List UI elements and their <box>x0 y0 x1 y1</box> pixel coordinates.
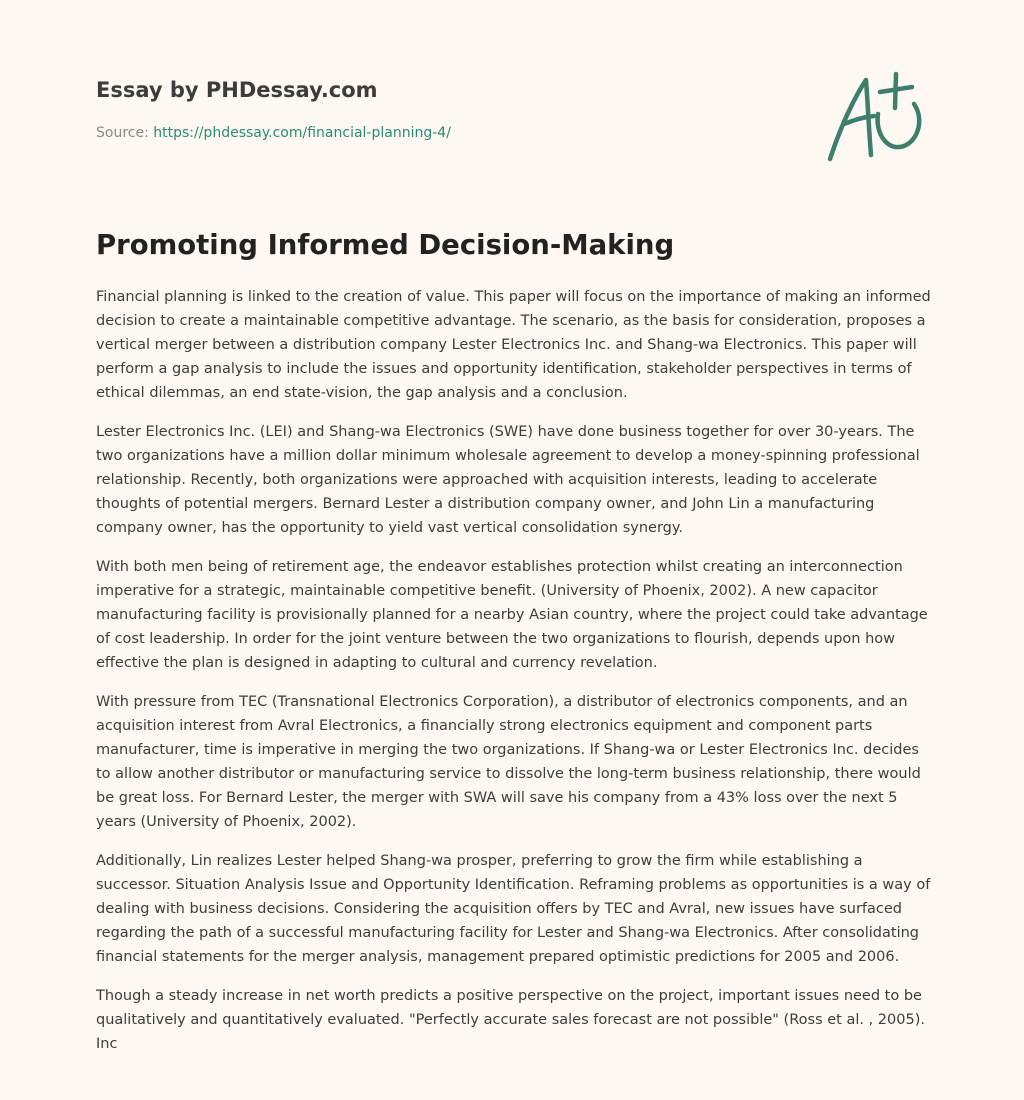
paragraph: Lester Electronics Inc. (LEI) and Shang-wa Electronics (SWE) have done business together for over 30-years. The two organizations have a million dollar minimum wholesale agreement to develop a money-spinning professional relationship. Recently, both organizations were approached with acquisition interests, leading to accelerate thoughts of potential mergers. Bernard Lester a distribution company owner, and John Lin a manufacturing company owner, has the opportunity to yield vast vertical consolidation synergy. <box>96 424 920 536</box>
source-line <box>96 124 796 142</box>
source-link[interactable]: https://phdessay.com/financial-planning-4/ <box>153 125 451 141</box>
paragraph: With both men being of retirement age, the endeavor establishes protection whilst creating an interconnection imperative for a strategic, maintainable competitive benefit. (University of Phoenix, 2002). A new capacitor manufacturing facility is provisionally planned for a nearby Asian country, where the project could take advantage of cost leadership. In order for the joint venture between the two organizations to flourish, depends upon how effective the plan is designed in adapting to cultural and currency revelation. <box>96 559 928 671</box>
paragraph: Additionally, Lin realizes Lester helped Shang-wa prosper, preferring to grow the firm while establishing a successor. Situation Analysis Issue and Opportunity Identification. Reframing problems as opportunities is a way of dealing with business decisions. Considering the acquisition offers by TEC and Avral, new issues have surfaced regarding the path of a successful manufacturing facility for Lester and Shang-wa Electronics. After consolidating financial statements for the merger analysis, management prepared optimistic predictions for 2005 and 2006. <box>96 853 931 965</box>
essay-title: Promoting Informed Decision-Making <box>96 229 675 261</box>
paragraph: With pressure from TEC (Transnational Electronics Corporation), a distributor of electronics components, and an acquisition interest from Avral Electronics, a financially strong electronics equipment and component parts manufacturer, time is imperative in merging the two organizations. If Shang-wa or Lester Electronics Inc. decides to allow another distributor or manufacturing service to dissolve the long-term business relationship, there would be great loss. For Bernard Lester, the merger with SWA will save his company from a 43% loss over the next 5 years (University of Phoenix, 2002). <box>96 694 921 830</box>
paragraph: Financial planning is linked to the creation of value. This paper will focus on the importance of making an informed decision to create a maintainable competitive advantage. The scenario, as the basis for consideration, proposes a vertical merger between a distribution company Lester Electronics Inc. and Shang-wa Electronics. This paper will perform a gap analysis to include the issues and opportunity identification, stakeholder perspectives in terms of ethical dilemmas, an end state-vision, the gap analysis and a conclusion. <box>96 289 931 401</box>
source-label: Source: <box>96 125 149 141</box>
a-plus-logo-icon <box>818 66 930 166</box>
essay-body <box>96 285 932 1071</box>
page-header <box>96 76 796 142</box>
site-title: Essay by PHDessay.com <box>96 78 378 102</box>
paragraph: Though a steady increase in net worth predicts a positive perspective on the project, important issues need to be qualitatively and quantitatively evaluated. "Perfectly accurate sales forecast are not possible" (Ross et al. , 2005). Inc <box>96 988 925 1052</box>
